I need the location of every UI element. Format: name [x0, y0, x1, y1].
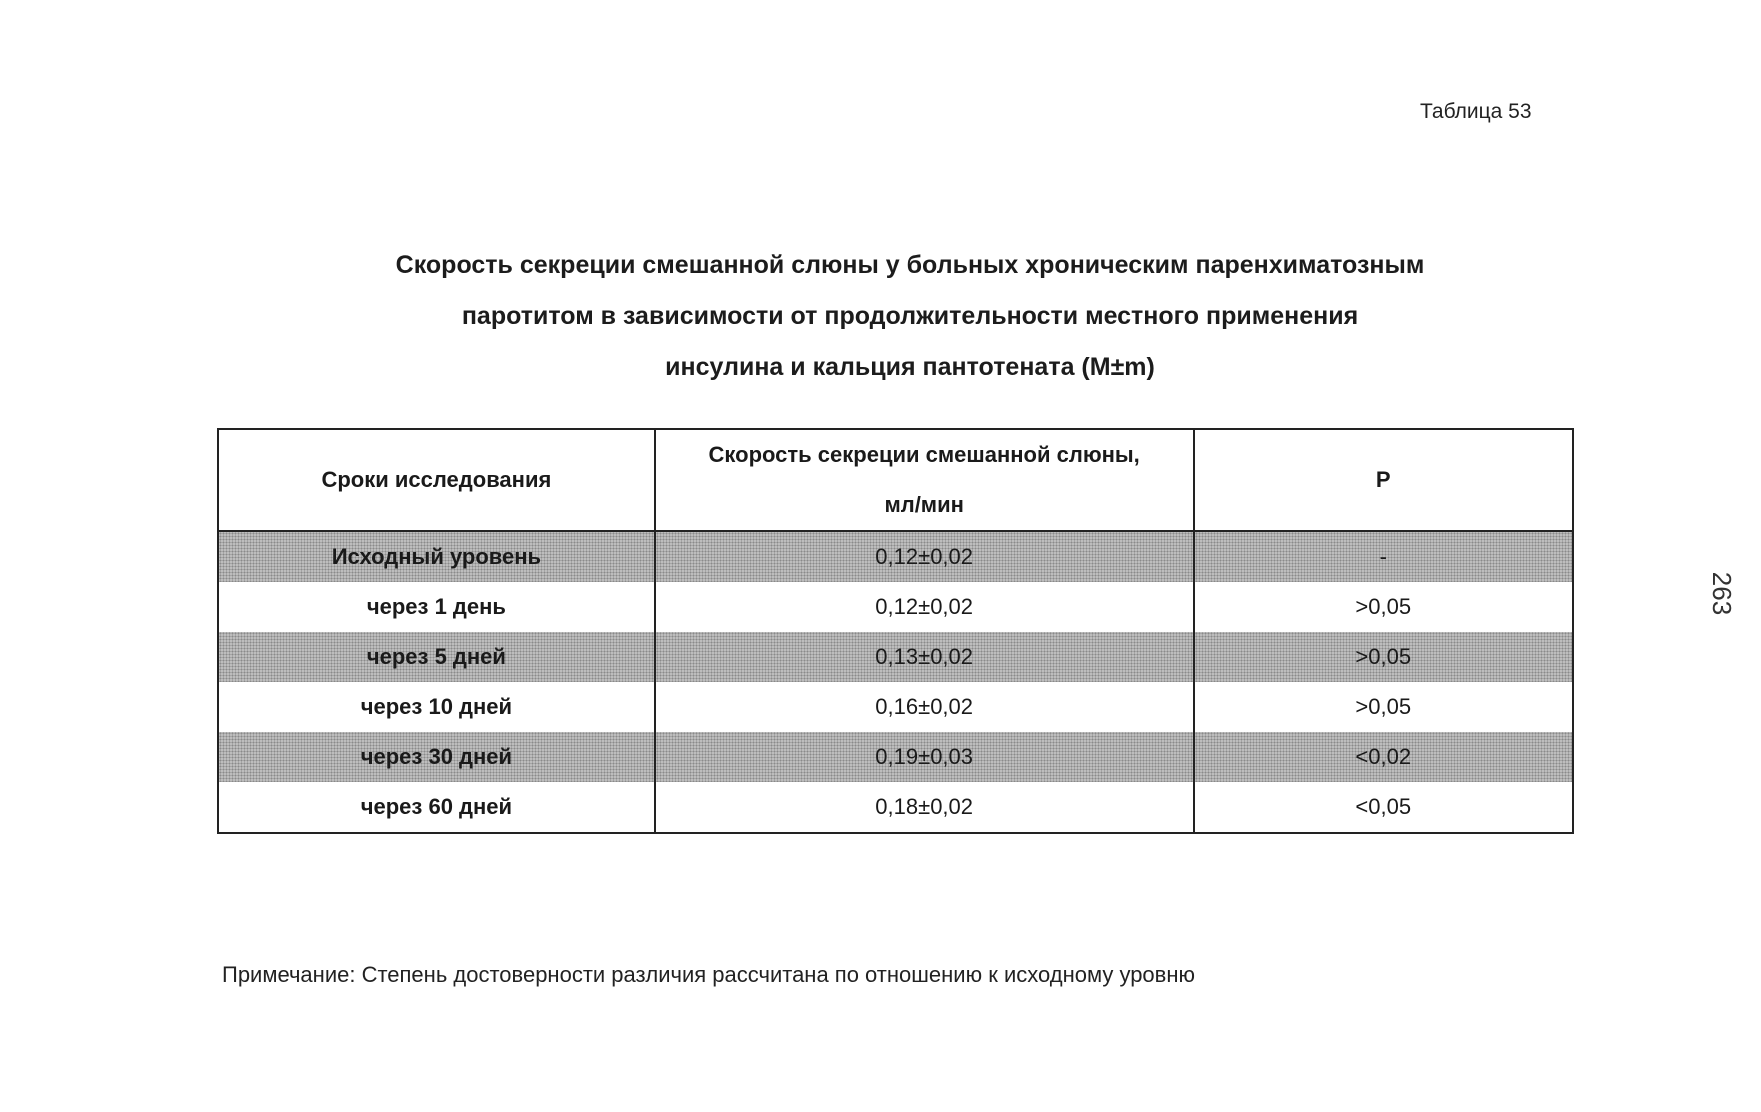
header-rate — [655, 429, 1194, 531]
cell-term: через 30 дней — [218, 732, 655, 782]
cell-p: <0,05 — [1194, 782, 1573, 833]
header-rate-unit: мл/мин — [884, 492, 964, 517]
cell-term: через 1 день — [218, 582, 655, 632]
table-row — [218, 582, 1573, 632]
cell-term: через 5 дней — [218, 632, 655, 682]
title-line-2: паротитом в зависимости от продолжительности местного применения — [461, 302, 1359, 330]
cell-rate: 0,19±0,03 — [655, 732, 1194, 782]
header-rate-line-1: Скорость секреции смешанной слюны, — [708, 442, 1140, 467]
cell-p: >0,05 — [1194, 682, 1573, 732]
title-line-3: инсулина и кальция пантотената (M±m) — [665, 353, 1155, 381]
table-row — [218, 531, 1573, 582]
header-row — [218, 429, 1573, 531]
cell-term: через 10 дней — [218, 682, 655, 732]
cell-term: через 60 дней — [218, 782, 655, 833]
table-row — [218, 632, 1573, 682]
cell-p: >0,05 — [1194, 582, 1573, 632]
cell-rate: 0,13±0,02 — [655, 632, 1194, 682]
table-label: Таблица 53 — [1420, 100, 1532, 123]
page-number: 263 — [1707, 571, 1738, 616]
table-title — [260, 240, 1560, 393]
table-row — [218, 732, 1573, 782]
cell-p: >0,05 — [1194, 632, 1573, 682]
title-line-1: Скорость секреции смешанной слюны у больных хроническим паренхиматозным — [395, 251, 1425, 279]
cell-p: <0,02 — [1194, 732, 1573, 782]
header-p: Р — [1194, 429, 1573, 531]
cell-rate: 0,12±0,02 — [655, 531, 1194, 582]
cell-rate: 0,12±0,02 — [655, 582, 1194, 632]
cell-p: - — [1194, 531, 1573, 582]
table-row — [218, 782, 1573, 833]
header-term: Сроки исследования — [218, 429, 655, 531]
cell-rate: 0,16±0,02 — [655, 682, 1194, 732]
table-row — [218, 682, 1573, 732]
cell-term: Исходный уровень — [218, 531, 655, 582]
data-table — [217, 428, 1574, 834]
table-note: Примечание: Степень достоверности различия рассчитана по отношению к исходному уровню — [222, 962, 1196, 987]
cell-rate: 0,18±0,02 — [655, 782, 1194, 833]
